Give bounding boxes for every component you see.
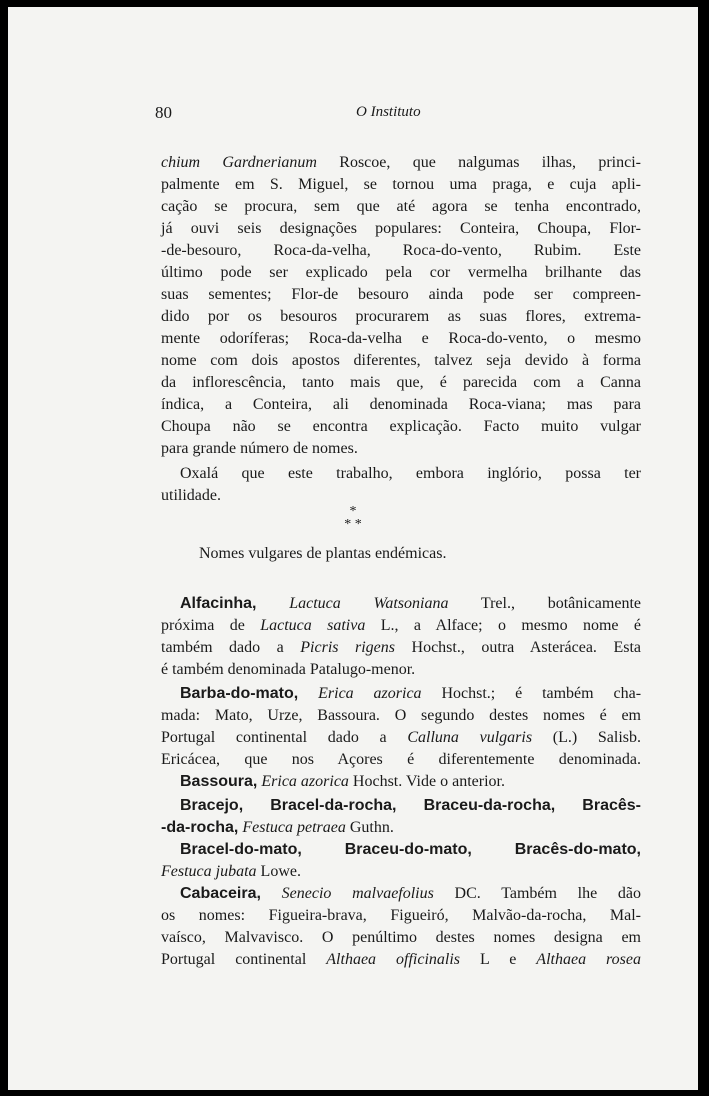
entry-cabaceira-line-3: vaísco, Malvavisco. O penúltimo destes nomes designa em bbox=[161, 929, 641, 946]
entry-headword: -da-rocha, bbox=[161, 819, 239, 836]
para1-line-7: suas sementes; Flor-de besouro ainda pode ser compreen- bbox=[161, 286, 641, 303]
entry-alfacinha-line-1: Alfacinha, Lactuca Watsoniana Trel., botânicamente bbox=[180, 595, 641, 612]
para1-line-12: índica, a Conteira, ali denominada Roca-viana; mas para bbox=[161, 396, 641, 413]
para1-line-3: cação se procura, sem que até agora se tenha encontrado, bbox=[161, 198, 641, 215]
para1-line-11: da inflorescência, tanto mais que, é parecida com a Canna bbox=[161, 374, 641, 391]
species-name: chium Gardnerianum bbox=[161, 154, 317, 171]
entry-headword: Alfacinha, bbox=[180, 595, 257, 612]
entry-cabaceira-line-4: Portugal continental Althaea officinalis L e Althaea rosea bbox=[161, 951, 642, 968]
para2-line-1: Oxalá que este trabalho, embora inglório, possa ter bbox=[180, 465, 641, 482]
entry-barba-line-1: Barba-do-mato, Erica azorica Hochst.; é também cha- bbox=[180, 685, 642, 702]
entry-alfacinha-line-3: também dado a Picris rigens Hochst., outra Asterácea. Esta bbox=[161, 639, 641, 656]
section-title: Nomes vulgares de plantas endémicas. bbox=[199, 545, 447, 562]
para1-line-4: já ouvi seis designações populares: Conteira, Choupa, Flor- bbox=[161, 220, 641, 237]
para1-line-1: chium Gardnerianum Roscoe, que nalgumas ilhas, princi- bbox=[161, 154, 641, 171]
para1-line-14: para grande número de nomes. bbox=[161, 440, 358, 457]
para1-line-6: último pode ser explicado pela cor vermelha brilhante das bbox=[161, 264, 641, 281]
entry-headword: Bassoura, bbox=[180, 773, 258, 790]
para1-line-5: -de-besouro, Roca-da-velha, Roca-do-vento, Rubim. Este bbox=[161, 242, 641, 259]
para2-line-2: utilidade. bbox=[161, 487, 221, 504]
entry-headword: Cabaceira, bbox=[180, 885, 261, 902]
para1-line-13: Choupa não se encontra explicação. Facto muito vulgar bbox=[161, 418, 641, 435]
para1-line-8: dido por os besouros procurarem as suas flores, extrema- bbox=[161, 308, 641, 325]
para1-line-2: palmente em S. Miguel, se tornou uma praga, e cuja apli- bbox=[161, 176, 641, 193]
entry-cabaceira-line-2: os nomes: Figueira-brava, Figueiró, Malvão-da-rocha, Mal- bbox=[161, 907, 641, 924]
asterism-bottom: * * bbox=[344, 517, 362, 532]
running-title: O Instituto bbox=[356, 104, 421, 120]
para1-line-9: mente odoríferas; Roca-da-velha e Roca-do-vento, o mesmo bbox=[161, 330, 641, 347]
entry-barba-line-4: Ericácea, que nos Açores é diferentemente denominada. bbox=[161, 751, 641, 768]
entry-barba-line-3: Portugal continental dado a Calluna vulgaris (L.) Salisb. bbox=[161, 729, 641, 746]
page-header bbox=[8, 103, 698, 125]
book-page bbox=[8, 7, 698, 1090]
entry-bracejo-line-2: -da-rocha, Festuca petraea Guthn. bbox=[161, 819, 394, 836]
entry-alfacinha-line-4: é também denominada Patalugo-menor. bbox=[161, 661, 416, 678]
entry-bassoura-line-1: Bassoura, Erica azorica Hochst. Vide o anterior. bbox=[180, 773, 505, 790]
entry-cabaceira-line-1: Cabaceira, Senecio malvaefolius DC. Também lhe dão bbox=[180, 885, 641, 902]
entry-bracel-line-1: Bracel-do-mato, Braceu-do-mato, Bracês-do-mato, bbox=[180, 841, 641, 858]
entry-headword: Barba-do-mato, bbox=[180, 685, 299, 702]
asterism-top: * bbox=[349, 504, 357, 519]
entry-bracel-line-2: Festuca jubata Lowe. bbox=[161, 863, 301, 880]
entry-barba-line-2: mada: Mato, Urze, Bassoura. O segundo destes nomes é em bbox=[161, 707, 641, 724]
para1-line-10: nome com dois apostos diferentes, talvez seja devido à forma bbox=[161, 352, 641, 369]
entry-alfacinha-line-2: próxima de Lactuca sativa L., a Alface; o mesmo nome é bbox=[161, 617, 642, 634]
entry-bracejo-line-1: Bracejo, Bracel-da-rocha, Braceu-da-rocha, Bracês- bbox=[180, 797, 641, 814]
page-number: 80 bbox=[155, 103, 172, 122]
